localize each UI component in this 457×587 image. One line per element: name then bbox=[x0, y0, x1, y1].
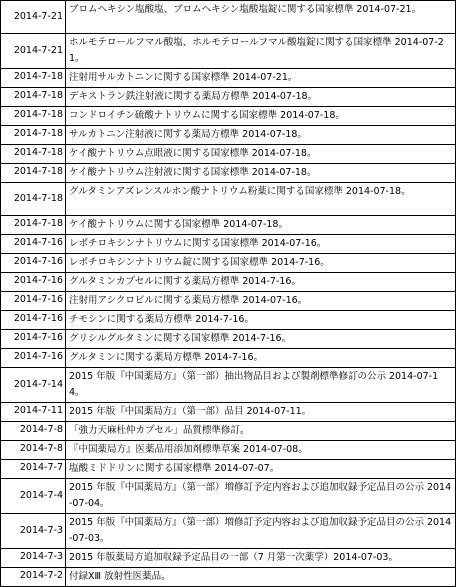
date-cell: 2014-7-18 bbox=[1, 216, 66, 235]
table-row bbox=[1, 568, 456, 587]
table-row bbox=[1, 549, 456, 568]
date-cell: 2014-7-18 bbox=[1, 145, 66, 164]
title-cell: レボチロキシンナトリウムに関する国家標準 2014-07-16。 bbox=[66, 235, 456, 254]
date-cell: 2014-7-8 bbox=[1, 441, 66, 460]
title-cell: 「強力天麻杜仲カプセル」品質標準修訂。 bbox=[66, 422, 456, 441]
title-cell: 2015 年版『中国薬局方』（第一部）抽出物品目および製剤標準修訂の公示 2014-07-14。 bbox=[66, 368, 456, 403]
table-row bbox=[1, 368, 456, 403]
date-cell: 2014-7-21 bbox=[1, 1, 66, 34]
date-cell: 2014-7-3 bbox=[1, 549, 66, 568]
table-row bbox=[1, 126, 456, 145]
title-cell: デキストラン鉄注射液に関する薬局方標準 2014-07-18。 bbox=[66, 88, 456, 107]
table-row bbox=[1, 1, 456, 34]
date-cell: 2014-7-18 bbox=[1, 107, 66, 126]
standards-table-body bbox=[1, 1, 456, 587]
date-cell: 2014-7-11 bbox=[1, 403, 66, 422]
table-row bbox=[1, 107, 456, 126]
date-cell: 2014-7-18 bbox=[1, 69, 66, 88]
title-cell: 2015 年版『中国薬局方』（第一部）増修訂予定内容および追加収録予定品目の公示 2014-07-04。 bbox=[66, 479, 456, 514]
title-cell: コンドロイチン硫酸ナトリウムに関する国家標準 2014-07-18。 bbox=[66, 107, 456, 126]
date-cell: 2014-7-3 bbox=[1, 514, 66, 549]
title-cell: 注射用アシクロビルに関する薬局方標準 2014-07-16。 bbox=[66, 292, 456, 311]
table-row bbox=[1, 164, 456, 183]
date-cell: 2014-7-16 bbox=[1, 235, 66, 254]
table-row bbox=[1, 254, 456, 273]
table-row bbox=[1, 216, 456, 235]
table-row bbox=[1, 422, 456, 441]
date-cell: 2014-7-14 bbox=[1, 368, 66, 403]
title-cell: ケイ酸ナトリウム点眼液に関する国家標準 2014-07-18。 bbox=[66, 145, 456, 164]
date-cell: 2014-7-8 bbox=[1, 422, 66, 441]
title-cell: 『中国薬局方』医薬品用添加剤標準草案 2014-07-08。 bbox=[66, 441, 456, 460]
title-cell: レボチロキシンナトリウム錠に関する国家標準 2014-7-16。 bbox=[66, 254, 456, 273]
title-cell: グルタミンカプセルに関する薬局方標準 2014-7-16。 bbox=[66, 273, 456, 292]
title-cell: 注射用サルカトニンに関する国家標準 2014-07-21。 bbox=[66, 69, 456, 88]
date-cell: 2014-7-7 bbox=[1, 460, 66, 479]
date-cell: 2014-7-21 bbox=[1, 34, 66, 69]
title-cell: ケイ酸ナトリウムに関する国家標準 2014-07-18。 bbox=[66, 216, 456, 235]
date-cell: 2014-7-16 bbox=[1, 330, 66, 349]
title-cell: 2015 年版『中国薬局方』（第一部）増修訂予定内容および追加収録予定品目の公示 2014-07-03。 bbox=[66, 514, 456, 549]
date-cell: 2014-7-2 bbox=[1, 568, 66, 587]
date-cell: 2014-7-16 bbox=[1, 349, 66, 368]
table-row bbox=[1, 273, 456, 292]
table-row bbox=[1, 514, 456, 549]
title-cell: 2015 年版薬局方追加収録予定品目の一部（7 月第一次薬学）2014-07-03。 bbox=[66, 549, 456, 568]
title-cell: グルタミンに関する薬局方標準 2014-7-16。 bbox=[66, 349, 456, 368]
title-cell: 塩酸ミドドリンに関する国家標準 2014-07-07。 bbox=[66, 460, 456, 479]
title-cell: 付録ⅩⅢ 放射性医薬品。 bbox=[66, 568, 456, 587]
date-cell: 2014-7-18 bbox=[1, 183, 66, 216]
title-cell: チモシンに関する薬局方標準 2014-7-16。 bbox=[66, 311, 456, 330]
table-row bbox=[1, 88, 456, 107]
date-cell: 2014-7-18 bbox=[1, 126, 66, 145]
table-row bbox=[1, 292, 456, 311]
table-row bbox=[1, 69, 456, 88]
title-cell: ブロムヘキシン塩酸塩、ブロムヘキシン塩酸塩錠に関する国家標準 2014-07-21。 bbox=[66, 1, 456, 34]
title-cell: サルカトニン注射液に関する薬局方標準 2014-07-18。 bbox=[66, 126, 456, 145]
table-row bbox=[1, 183, 456, 216]
title-cell: グリシルグルタミンに関する国家標準 2014-7-16。 bbox=[66, 330, 456, 349]
title-cell: グルタミンアズレンスルホン酸ナトリウム粉薬に関する国家標準 2014-07-18。 bbox=[66, 183, 456, 216]
table-row bbox=[1, 479, 456, 514]
table-row bbox=[1, 311, 456, 330]
table-row bbox=[1, 330, 456, 349]
table-row bbox=[1, 349, 456, 368]
date-cell: 2014-7-16 bbox=[1, 273, 66, 292]
date-cell: 2014-7-16 bbox=[1, 254, 66, 273]
date-cell: 2014-7-16 bbox=[1, 292, 66, 311]
table-row bbox=[1, 460, 456, 479]
title-cell: 2015 年版『中国薬局方』（第一部）品目 2014-07-11。 bbox=[66, 403, 456, 422]
date-cell: 2014-7-16 bbox=[1, 311, 66, 330]
date-cell: 2014-7-4 bbox=[1, 479, 66, 514]
table-row bbox=[1, 441, 456, 460]
table-row bbox=[1, 403, 456, 422]
date-cell: 2014-7-18 bbox=[1, 88, 66, 107]
table-row bbox=[1, 145, 456, 164]
title-cell: ホルモテロールフマル酸塩、ホルモテロールフマル酸塩錠に関する国家標準 2014-07-21。 bbox=[66, 34, 456, 69]
table-row bbox=[1, 34, 456, 69]
title-cell: ケイ酸ナトリウム注射液に関する国家標準 2014-07-18。 bbox=[66, 164, 456, 183]
date-cell: 2014-7-18 bbox=[1, 164, 66, 183]
table-row bbox=[1, 235, 456, 254]
